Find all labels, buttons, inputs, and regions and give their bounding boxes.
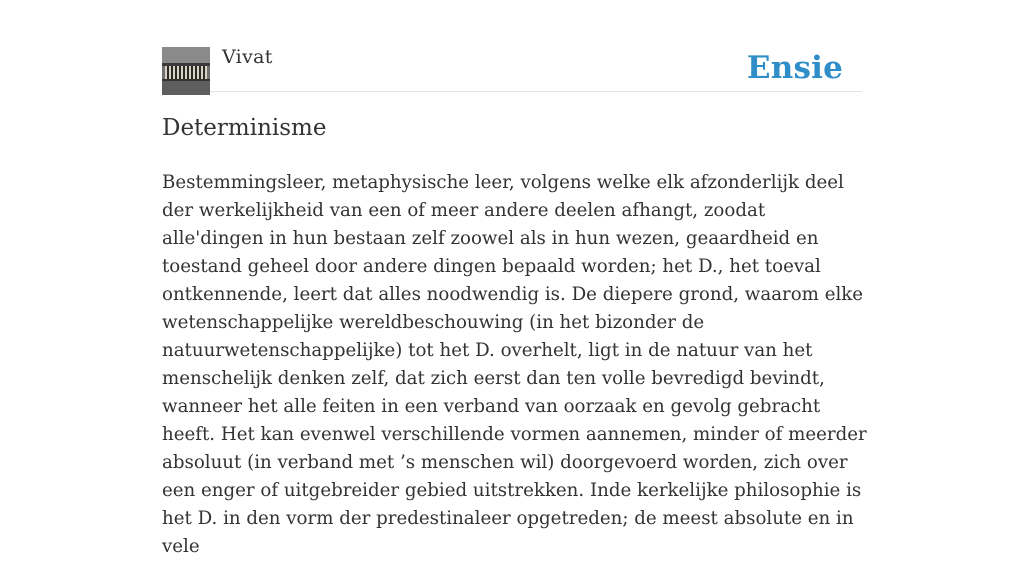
article-title: Determinisme (162, 115, 327, 141)
author-name[interactable]: Vivat (222, 46, 273, 68)
brand-logo[interactable]: Ensie (746, 50, 843, 86)
article-body: Bestemmingsleer, metaphysische leer, volgens welke elk afzonderlijk deel der werkelijkheid van een of meer andere deelen afhangt, zoodat alle'dingen in hun bestaan zelf zoowel als in hun wezen, geaardheid en toestand geheel door andere dingen bepaald worden; het D., het toeval ontkennende, leert dat alles noodwendig is. De diepere grond, waarom elke wetenschappelijke wereldbeschouwing (in het bizonder de natuurwetenschappelijke) tot het D. overhelt, ligt in de natuur van het menschelijk denken zelf, dat zich eerst dan ten volle bevredigd bevindt, wanneer het alle feiten in een verband van oorzaak en gevolg gebracht heeft. Het kan evenwel verschillende vormen aannemen, minder of meerder absoluut (in verband met ’s menschen wil) doorgevoerd worden, zich over een enger of uitgebreider gebied uitstrekken. Inde kerkelijke philosophie is het D. in den vorm der predestinaleer opgetreden; de meest absolute en in vele (162, 172, 867, 557)
article-header (162, 46, 862, 92)
avatar[interactable] (162, 47, 210, 95)
bookshelf-avatar-icon (162, 47, 210, 95)
